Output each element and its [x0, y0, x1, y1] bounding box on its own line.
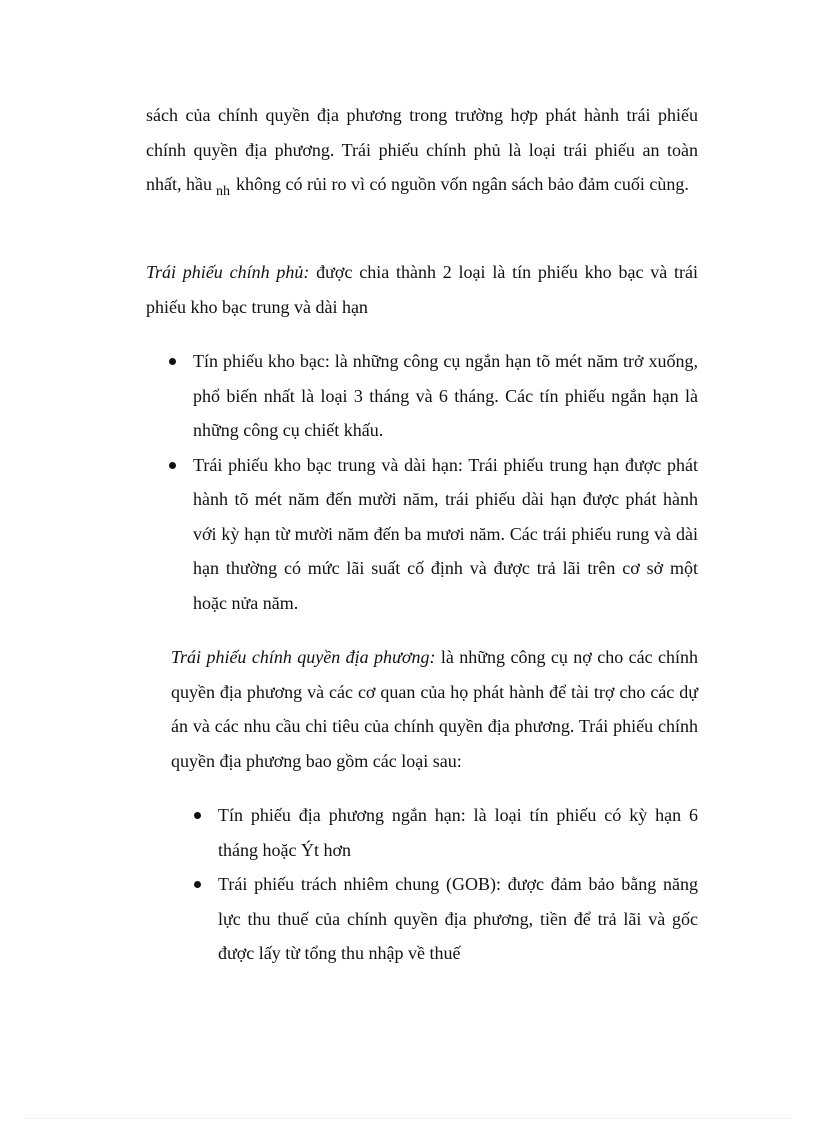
list-item [166, 448, 698, 621]
bullet-icon [194, 881, 201, 888]
bullet-icon [169, 462, 176, 469]
list-item [166, 344, 698, 448]
list-item-text: Tín phiếu địa phương ngắn hạn: là loại tín phiếu có kỳ hạn 6 tháng hoặc Ýt hơn [218, 805, 698, 860]
bullet-icon [169, 358, 176, 365]
list-item-text: Trái phiếu trách nhiêm chung (GOB): được đảm bảo bằng năng lực thu thuế của chính quyền địa phương, tiền để trả lãi và gốc được lấy từ tổng thu nhập về thuế [218, 874, 698, 963]
list-item-text: Trái phiếu kho bạc trung và dài hạn: Trái phiếu trung hạn được phát hành tõ mét năm đến mười năm, trái phiếu dài hạn được phát hành với kỳ hạn từ mười năm đến ba mươi năm. Các trái phiếu rung và dài hạn thường có mức lãi suất cố định và được trả lãi trên cơ sở một hoặc nửa năm. [193, 454, 698, 613]
intro-fragment: nh [215, 184, 230, 199]
government-bonds-paragraph [146, 255, 698, 324]
list-item-text: Tín phiếu kho bạc: là những công cụ ngắn hạn tõ mét năm trở xuống, phổ biến nhất là loại 3 tháng và 6 tháng. Các tín phiếu ngắn hạn là những công cụ chiết khấu. [193, 351, 698, 440]
list-item [191, 798, 698, 867]
page-divider [24, 1118, 792, 1119]
local-bonds-paragraph [171, 640, 698, 778]
government-bonds-list [166, 344, 698, 620]
intro-text-end: không có rủi ro vì có nguồn vốn ngân sách bảo đảm cuối cùng. [235, 174, 689, 194]
bullet-icon [194, 812, 201, 819]
government-bonds-term: Trái phiếu chính phủ: [146, 262, 310, 282]
local-bonds-list [191, 798, 698, 971]
intro-paragraph [146, 98, 698, 205]
list-item [191, 867, 698, 971]
intro-text-start: sách của chính quyền địa phương trong trường hợp phát hành trái phiếu chính quyền địa phương. Trái phiếu chính phủ là loại trái phiếu an toàn nhất, hầu [146, 105, 698, 194]
government-bonds-text: được chia thành 2 loại là tín phiếu kho bạc và trái phiếu kho bạc trung và dài hạn [146, 262, 698, 317]
local-bonds-text: là những công cụ nợ cho các chính quyền địa phương và các cơ quan của họ phát hành để tài trợ cho các dự án và các nhu cầu chi tiêu của chính quyền địa phương. Trái phiếu chính quyền địa phương bao gồm các loại sau: [171, 647, 698, 771]
local-bonds-term: Trái phiếu chính quyền địa phương: [171, 647, 436, 667]
